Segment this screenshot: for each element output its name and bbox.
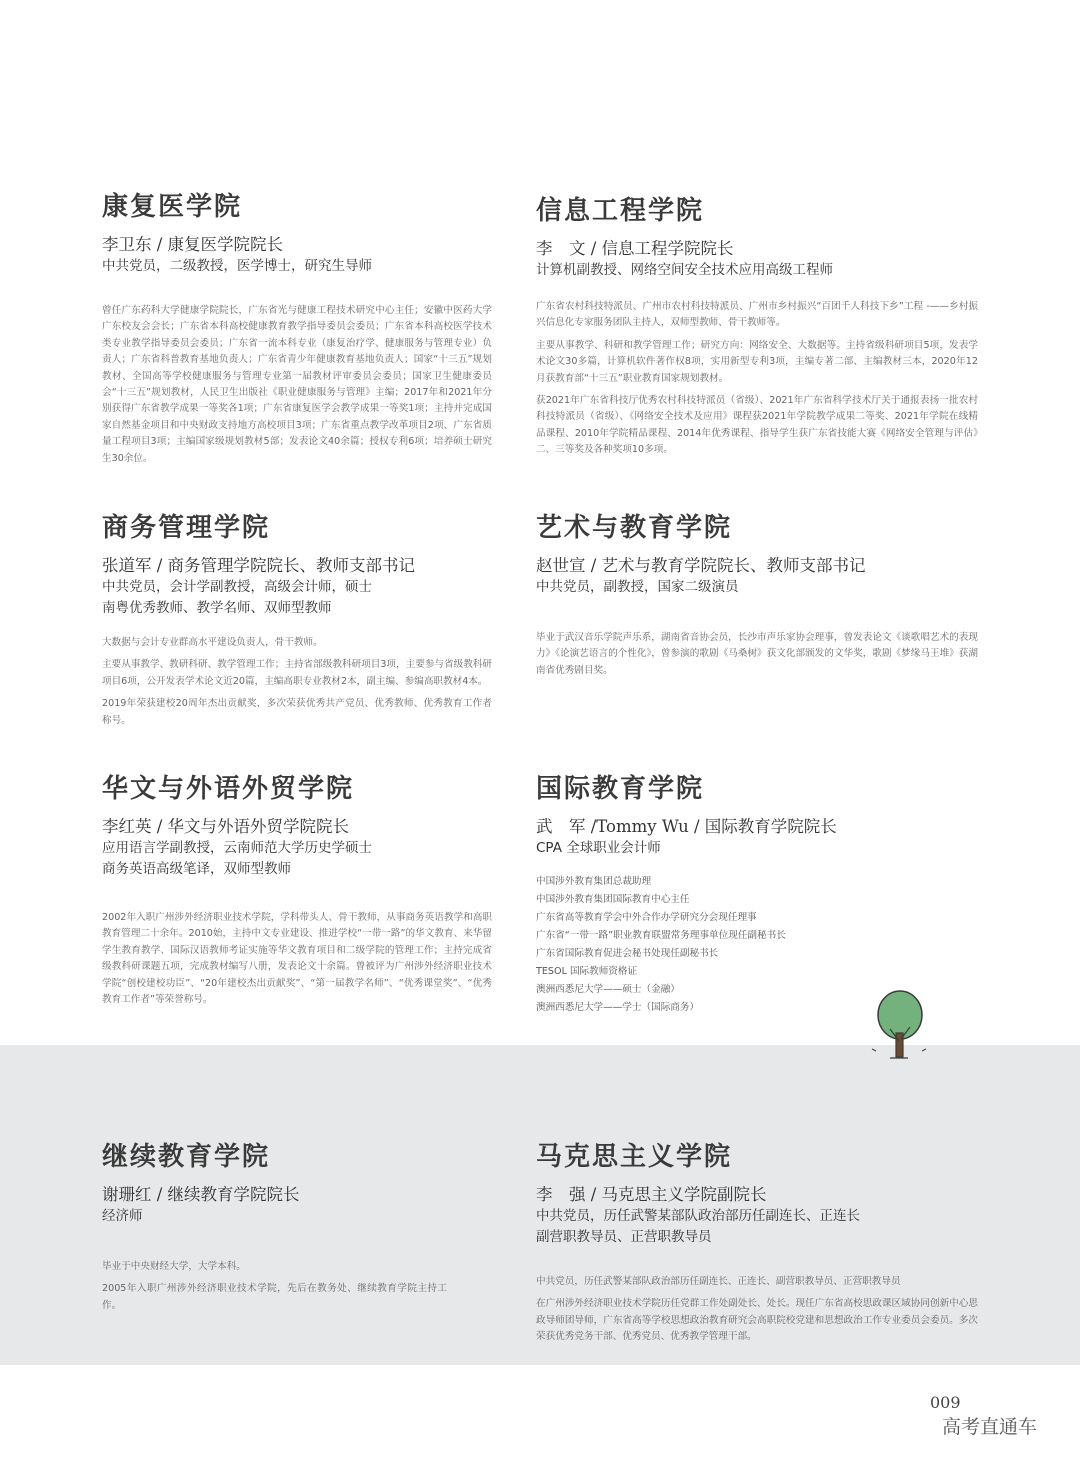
position-item: 广东省“一带一路”职业教育联盟常务理事单位现任副秘书长 [536, 930, 786, 941]
tree-illustration [864, 985, 936, 1065]
dean-credential: 中共党员，历任武警某部队政治部历任副连长、正连长 [536, 1208, 860, 1224]
bio-paragraph: 2002年入职广州涉外经济职业技术学院，学科带头人、骨干教师，从事商务英语教学和高职教育管理二十余年。2010始，主持中文专业建设、推进学校“一带一路”的华文教育、来华留学生教育教学、国际汉语教师考证实施等华文教育项目和二级学院的管理工作；主持完成省级教科研课题五项，完成教材编写八册，发表论文十余篇。曾被评为广州涉外经济职业技术学院“创校建校功臣”、“20年建校杰出贡献奖”、“第一届教学名师”、“优秀课堂奖”、“优秀教育工作者”等荣誉称号。 [102, 912, 492, 1006]
position-item: 广东省国际教育促进会秘书处现任副秘书长 [536, 948, 719, 959]
dean-heading: 张道军 / 商务管理学院院长、教师支部书记 [102, 556, 416, 575]
section-title: 艺术与教育学院 [536, 513, 733, 543]
bio-paragraph: 毕业于武汉音乐学院声乐系，湖南省音协会员，长沙市声乐家协会理事，曾发表论文《谈歌唱艺术的表现力》《论演艺语言的个性化》，曾参演的歌剧《马桑树》获文化部颁发的文华奖，歌剧《梦缘马王堆》获湖南省优秀剧目奖。 [536, 632, 978, 676]
section-title: 继续教育学院 [102, 1142, 271, 1172]
section-chinese-and-foreign-languages [102, 772, 492, 1014]
position-item: 澳洲西悉尼大学——学士（国际商务） [536, 1002, 700, 1013]
tree-foliage [878, 991, 922, 1039]
position-item: 中国涉外教育集团总裁助理 [536, 876, 652, 887]
source-watermark: 高考直通车 [942, 1416, 1038, 1438]
section-business-management [102, 511, 492, 735]
position-item: 澳洲西悉尼大学——硕士（金融） [536, 984, 680, 995]
dean-credential: 中共党员，副教授，国家二级演员 [536, 579, 739, 595]
position-item: TESOL 国际教师资格证 [536, 966, 638, 977]
bio-paragraph: 广东省农村科技特派员、广州市农村科技特派员、广州市乡村振兴“百团千人科技下乡”工程 -——乡村振兴信息化专家服务团队主持人，双师型教师、骨干教师等。 [536, 301, 978, 329]
dean-heading: 李 文 / 信息工程学院院长 [536, 239, 734, 258]
section-title: 华文与外语外贸学院 [102, 774, 355, 804]
tree-trunk [896, 1033, 903, 1057]
dean-credential: 中共党员，会计学副教授，高级会计师，硕士 [102, 579, 372, 595]
dean-credential: 南粤优秀教师、教学名师、双师型教师 [102, 600, 332, 616]
page-number: 009 [930, 1393, 961, 1412]
section-arts-and-education [536, 511, 978, 685]
dean-credential: CPA 全球职业会计师 [536, 840, 661, 856]
dean-heading: 李红英 / 华文与外语外贸学院院长 [102, 817, 350, 836]
dean-credential: 副营职教导员、正营职教导员 [536, 1229, 712, 1245]
section-rehab-medicine [102, 190, 492, 473]
bio-paragraph: 曾任广东药科大学健康学院院长，广东省光与健康工程技术研究中心主任；安徽中医药大学广东校友会会长；广东省本科高校健康教育教学指导委员会委员；广东省本科高校医学技术类专业教学指导委员会委员；广东省一流本科专业（康复治疗学、健康服务与管理专业）负责人；广东省科普教育基地负责人；广东省青少年健康教育基地负责人；国家“十三五”规划教材、全国高等学校健康服务与管理专业第一届教材评审委员会委员；国家卫生健康委员会“十三五”规划教材，人民卫生出版社《职业健康服务与管理》主编；2017年和2021年分别获得广东省教学成果一等奖各1项；广东省康复医学会教学成果一等奖1项；主持并完成国家自然基金项目和中央财政支持地方高校项目3项；广东省重点教学改革项目2项、广东省质量工程项目3项；主编国家级规划教材5部；发表论文40余篇；授权专利6项；培养硕士研究生30余位。 [102, 305, 492, 464]
section-title: 康复医学院 [102, 192, 243, 222]
bio-paragraph: 大数据与会计专业群高水平建设负责人，骨干教师。 [102, 637, 323, 648]
section-title: 国际教育学院 [536, 774, 705, 804]
dean-heading: 谢珊红 / 继续教育学院院长 [102, 1185, 300, 1204]
bio-paragraph: 2019年荣获建校20周年杰出贡献奖，多次荣获优秀共产党员、优秀教师、优秀教育工作者称号。 [102, 698, 492, 726]
section-title: 商务管理学院 [102, 513, 271, 543]
dean-heading: 李卫东 / 康复医学院院长 [102, 235, 284, 254]
dean-heading: 武 军 /Tommy Wu / 国际教育学院院长 [536, 817, 837, 836]
bio-paragraph: 主要从事教学、教研科研、教学管理工作；主持省部级教科研项目3项，主要参与省级教科研项目6项，公开发表学术论文近20篇，主编高职专业教材2本，副主编、参编高职教材4本。 [102, 659, 492, 687]
section-title: 马克思主义学院 [536, 1142, 733, 1172]
dean-credential: 应用语言学副教授，云南师范大学历史学硕士 [102, 840, 372, 856]
bio-paragraph: 主要从事教学、科研和教学管理工作；研究方向：网络安全、大数据等。主持省级科研项目5项，发表学术论文30多篇，计算机软件著作权8项，实用新型专利3项，主编专著二部、主编教材三本，2020年12月获教育部“十三五”职业教育国家规划教材。 [536, 339, 978, 384]
bio-paragraph: 中共党员，历任武警某部队政治部历任副连长、正连长、副营职教导员、正营职教导员 [536, 1276, 901, 1287]
section-marxism [536, 1140, 978, 1352]
dean-credential: 计算机副教授、网络空间安全技术应用高级工程师 [536, 262, 833, 278]
dean-heading: 赵世宣 / 艺术与教育学院院长、教师支部书记 [536, 556, 866, 575]
bio-paragraph: 毕业于中央财经大学，大学本科。 [102, 1261, 246, 1272]
ground-dash [922, 1049, 926, 1051]
position-item: 中国涉外教育集团国际教育中心主任 [536, 894, 690, 905]
dean-credential: 商务英语高级笔译，双师型教师 [102, 861, 291, 877]
position-item: 广东省高等教育学会中外合作办学研究分会现任理事 [536, 912, 757, 923]
bio-paragraph: 在广州涉外经济职业技术学院历任党群工作处副处长、处长。现任广东省高校思政课区域协同创新中心思政导师团导师，广东省高等学校思想政治教育研究会高职院校党建和思想政治工作专业委员会委员。多次荣获优秀党务干部、优秀党员、优秀教学管理干部。 [536, 1298, 978, 1343]
section-international-education [536, 772, 936, 1017]
section-information-engineering [536, 194, 978, 465]
section-title: 信息工程学院 [536, 196, 705, 226]
bio-paragraph: 2005年入职广州涉外经济职业技术学院，先后在教务处、继续教育学院主持工作。 [102, 1283, 447, 1311]
ground-dash [872, 1049, 876, 1051]
dean-credential: 经济师 [102, 1208, 143, 1224]
dean-heading: 李 强 / 马克思主义学院副院长 [536, 1185, 767, 1204]
section-continuing-education [102, 1140, 447, 1320]
bio-paragraph: 获2021年广东省科技厅优秀农村科技特派员（省级）、2021年广东省科学技术厅关于通报表扬一批农村科技特派员（省级）、《网络安全技术及应用》课程获2021年学院教学成果二等奖、2021年学院在线精品课程、2010年学院精品课程、2014年优秀课程、指导学生获广东省技能大赛《网络安全管理与评估》二、三等奖及各种奖项10多项。 [536, 395, 978, 456]
dean-credential: 中共党员，二级教授，医学博士，研究生导师 [102, 258, 372, 274]
